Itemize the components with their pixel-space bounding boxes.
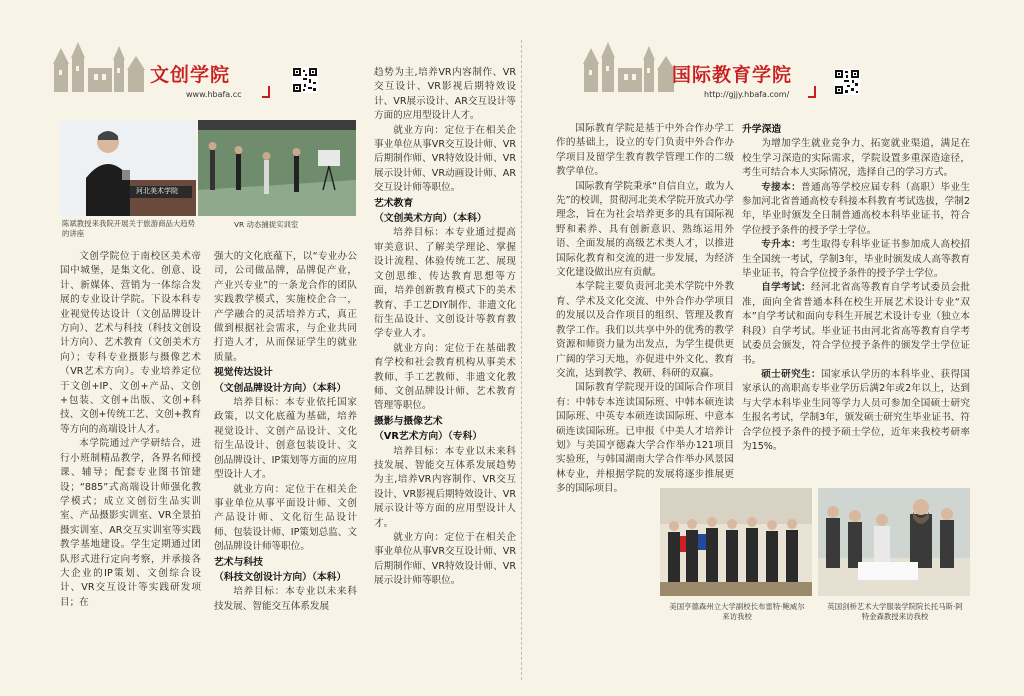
paragraph: 国际教育学院是基于中外合作办学工作的基础上，设立的专门负责中外合作办学项目及留学生教育教学管理工作的二级教学单位。: [556, 123, 734, 178]
lecture-photo: [60, 120, 196, 216]
page-title: 国际教育学院: [672, 64, 793, 86]
us-delegation-caption: 美国亨德森州立大学副校长布雷特·鲍威尔来访我校: [669, 602, 805, 621]
page-url: www.hbafa.cc: [186, 90, 242, 99]
paragraph: [742, 238, 970, 281]
castle-icon: [52, 40, 147, 92]
right-page: [528, 0, 1024, 696]
paragraph-text: 国家承认学历的本科毕业、获得国家承认的高职高专毕业学历后满2年或2年以上，达到与大学本科毕业生同等学力人员可参加全国硕士研究生报名考试，学制3年，颁发硕士研究生毕业证书、符合学位授予条件的授予硕士学位，近年来我校考研率为15%。: [742, 368, 970, 452]
qr-code-icon: [834, 69, 860, 95]
castle-icon: [582, 40, 677, 92]
section-heading: 艺术教育: [374, 197, 414, 209]
podium-banner: 河北美术学院: [136, 187, 178, 195]
paragraph: 国际教育学院现开设的国际合作项目有：中韩专本连读国际班、中韩本硕连读国际班、中英专本硕连读国际班、中意本硕连读国际班。已申报《中美人才培养计划》与美国亨德森大学合作举办121项目实验班，与韩国湖南大学合作举办风景园林专业，并根据学院的发展将逐步推展更多的国际项目。: [556, 382, 734, 495]
qr-code-icon: [292, 67, 318, 93]
paragraph: 本学院通过产学研结合，进行小班制精品教学，各界名师授课、辅导；配套专业图书馆建设；“885”式高端设计师强化教学模式；成立文创衍生品实训室、产品摄影实训室、VR全景拍摄实训室、AR交互实训室等实践教学基地建设。学生定期通过团队形式进行定向考察，并承接各大企业的IP策划、文创综合设计、VR交互设计等实践研发项目；在: [60, 438, 201, 608]
section-heading: （科技文创设计方向）（本科）: [214, 571, 347, 583]
uk-delegation-photo: [818, 488, 970, 596]
section-heading: 艺术与科技: [214, 556, 263, 568]
vr-studio-photo-caption: VR 动态捕捉实训室: [234, 220, 299, 229]
uk-delegation-caption: 英国剑桥艺术大学服装学院院长托马斯·阿特金森教授来访我校: [827, 602, 963, 621]
left-column-3: [374, 66, 516, 589]
paragraph-text: 经河北省高等教育自学考试委员会批准，面向全省普通本科在校生开展艺术设计专业“双本”自学考试和面向专科生开展艺术设计专业（独立本科段）自学考试。毕业证书由河北省高等教育自学考试委员会颁发，符合学位授予条件的颁发学士学位证书。: [742, 282, 971, 366]
paragraph: 培养目标：本专业以未来科技发展、智能交互体系发展: [214, 586, 357, 612]
left-column-2: [214, 250, 357, 614]
section-heading: 摄影与摄像艺术: [374, 415, 443, 427]
paragraph: 文创学院位于南校区美术帝国中城堡，是集文化、创意、设计、新媒体、营销为一体综合发展的专业设计学院。下设本科专业视觉传达设计（文创品牌设计方向）、艺术与科技（科技文创设计方向）、艺术教育（文创美术方向）；专科专业摄影与摄像艺术（VR艺术方向）。专业培养定位于文创+IP、文创+产品、文创+包装、文创+出版、文创+科技、文创+传统工艺、文创+教育等方向的高端设计人才。: [60, 251, 201, 435]
page-url: http://gjjy.hbafa.com/: [704, 90, 790, 99]
paragraph-text: 考生取得专科毕业证书参加成人高校招生全国统一考试，学制3年，毕业时颁发成人高等教育毕业证书，符合学位授予条件的授予学士学位。: [742, 239, 970, 280]
left-column-1: [60, 250, 201, 610]
paragraph-lead-label: 硕士研究生：: [761, 368, 821, 380]
title-bracket-decoration: [808, 86, 816, 98]
section-heading: （VR艺术方向）（专科）: [374, 431, 483, 443]
section-heading: （文创品牌设计方向）（本科）: [214, 382, 347, 394]
paragraph: [742, 181, 970, 239]
paragraph: 就业方向：定位于在基础教育学校和社会教育机构从事美术教师、手工艺教师、非遗文化教师、文创品牌设计师、艺术教育管理等职位。: [374, 342, 516, 412]
paragraph: 培养目标：本专业通过提高审美意识、了解美学理论、掌握设计流程、体验传统工艺、展现文创思维、传达教育思想等方面，培养创新教育模式下的美术教育、手工艺DIY制作、非遗文化衍生品设计、文创设计等教育教学专业人才。: [374, 227, 516, 340]
paragraph: 国际教育学院秉承“自信自立，敢为人先”的校训，贯彻河北美术学院开放式办学理念，旨在为社会培养更多的具有国际视野和素养、具有创新意识、熟练运用外语、全面发展的高级艺术类人才，以推进国际化教育和交流的进一步发展，为经济文化建设做出应有贡献。: [556, 180, 734, 279]
paragraph: 强大的文化底蕴下，以“专业办公司，公司做品牌，品牌促产业，产业兴专业”的一条龙合作的团队实践教学模式，实施校企合一，产学融合的灵活培养方式，真正做到根据社会需求，与企业共同打造人才，从而保证学生的就业质量。: [214, 251, 357, 363]
paragraph: 培养目标：本专业以未来科技发展、智能交互体系发展趋势为主,培养VR内容制作、VR交互设计、VR影视后期特效设计、VR展示设计等方面的应用型设计人才。: [374, 445, 516, 529]
paragraph: [742, 368, 970, 454]
paragraph: 趋势为主,培养VR内容制作、VR交互设计、VR影视后期特效设计、VR展示设计、AR交互设计等方面的应用型设计人才。: [374, 67, 516, 122]
section-heading: 视觉传达设计: [214, 367, 273, 379]
page-fold-line: [521, 40, 522, 680]
paragraph-lead-label: 自学考试：: [761, 282, 811, 294]
paragraph-lead-label: 专接本：: [761, 181, 802, 193]
us-delegation-photo: [660, 488, 812, 596]
paragraph: 为增加学生就业竞争力、拓宽就业渠道，满足在校生学习深造的实际需求，学院设置多重深造途径，考生可结合本人实际情况，选择自己的学习方式。: [742, 138, 970, 179]
paragraph: [742, 281, 970, 367]
page-title: 文创学院: [150, 64, 231, 86]
paragraph-lead-label: 专升本：: [761, 239, 802, 251]
title-bracket-decoration: [262, 86, 270, 98]
vr-studio-photo: [198, 120, 356, 216]
lecture-photo-caption: 陈斌教授来我院开展关于旅游商品大趋势的讲座: [62, 219, 196, 238]
paragraph: 培养目标：本专业依托国家政策，以文化底蕴为基础，培养视觉设计、文创产品设计、文化衍生品设计、创意包装设计、文创品牌设计、IP策划等方面的应用型设计人才。: [214, 397, 357, 481]
section-heading: （文创美术方向）（本科）: [374, 213, 487, 225]
right-column-2: [742, 122, 970, 454]
right-column-1: [556, 122, 734, 497]
paragraph: 本学院主要负责河北美术学院中外教育、学术及文化交流、中外合作办学项目的发展以及合作项目的组织、管理及教育教学工作。我们以共享中外的优秀的教学资源和师资力量为出发点，为学生提供更广阔的学习天地，亦促进中外文化、教育交流，达到教学、教研、科研的双赢。: [556, 281, 734, 379]
section-heading: 升学深造: [742, 124, 782, 135]
paragraph: 就业方向：定位于在相关企事业单位从事VR交互设计师、VR后期制作师、VR特效设计师、VR展示设计师、VR动画设计师、AR交互设计师等职位。: [374, 124, 516, 194]
paragraph: 就业方向：定位于在相关企事业单位从事VR交互设计师、VR后期制作师、VR特效设计师、VR展示设计师等职位。: [374, 532, 516, 587]
paragraph-text: 普通高等学校应届专科（高职）毕业生参加河北省普通高校专科接本科教育考试选拔，学制2年，毕业时颁发全日制普通高校本科毕业证书，符合学位授予条件的授予学士学位。: [742, 181, 970, 236]
paragraph: 就业方向：定位于在相关企事业单位从事平面设计师、文创产品设计师、文化衍生品设计师、包装设计师、IP策划总监、文创品牌设计师等职位。: [214, 483, 357, 553]
